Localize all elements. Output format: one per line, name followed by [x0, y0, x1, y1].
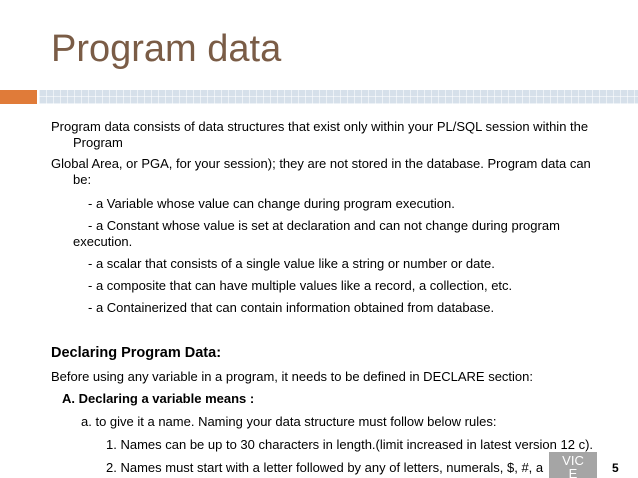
- intro-line: Program data consists of data structures that exist only within your PL/SQL session within the: [51, 119, 589, 134]
- page-number: 5: [612, 461, 619, 475]
- intro-line: Global Area, or PGA, for your session); they are not stored in the database. Program data can: [51, 156, 591, 171]
- intro-line: be:: [73, 172, 92, 187]
- section-intro: Before using any variable in a program, it needs to be defined in DECLARE section:: [51, 369, 533, 384]
- footer-box-text: VIC E: [562, 453, 584, 478]
- bullet-item: - a Variable whose value can change during program execution.: [88, 196, 455, 211]
- slide-title: Program data: [51, 28, 282, 70]
- title-rule-bar: [39, 90, 638, 104]
- rule-item: 2. Names must start with a letter followed by any of letters, numerals, $, #, a: [106, 460, 544, 475]
- sub-item: a. to give it a name. Naming your data structure must follow below rules:: [81, 414, 497, 429]
- bullet-item: - a scalar that consists of a single value like a string or number or date.: [88, 256, 495, 271]
- section-heading: Declaring Program Data:: [51, 345, 222, 361]
- rule-item: 1. Names can be up to 30 characters in length.(limit increased in latest version 12 c).: [106, 437, 594, 452]
- title-accent-bar: [0, 90, 37, 104]
- intro-line: Program: [73, 135, 123, 150]
- subheading: A. Declaring a variable means :: [62, 391, 255, 406]
- footer-box: [549, 452, 597, 478]
- bullet-item: - a Containerized that can contain information obtained from database.: [88, 300, 495, 315]
- bullet-item: - a Constant whose value is set at declaration and can not change during program: [88, 218, 560, 233]
- bullet-item: execution.: [73, 234, 133, 249]
- bullet-item: - a composite that can have multiple values like a record, a collection, etc.: [88, 278, 513, 293]
